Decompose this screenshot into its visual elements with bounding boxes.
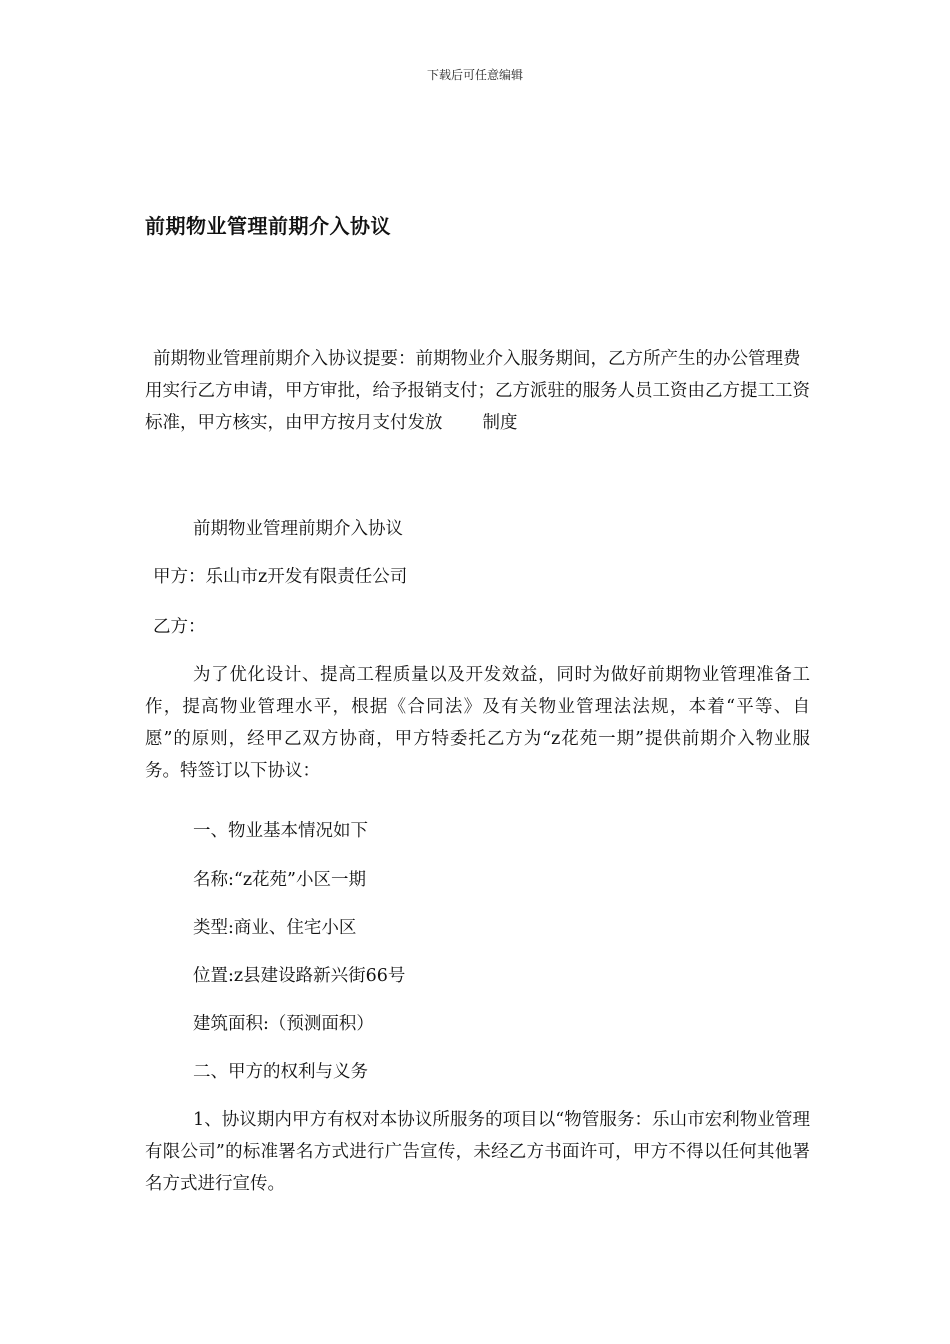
clause-1-paragraph: 1、协议期内甲方有权对本协议所服务的项目以“物管服务：乐山市宏利物业管理有限公司”的标准署名方式进行广告宣传，未经乙方书面许可，甲方不得以任何其他署名方式进行宣传。 xyxy=(145,1110,810,1194)
summary-paragraph xyxy=(145,343,810,439)
document-title: 前期物业管理前期介入协议 xyxy=(145,214,391,238)
section-1-heading: 一、物业基本情况如下 xyxy=(193,821,368,841)
property-area-line: 建筑面积:（预测面积） xyxy=(193,1014,374,1034)
summary-main-text: 前期物业管理前期介入协议提要：前期物业介入服务期间，乙方所产生的办公管理费用实行乙方申请，甲方审批，给予报销支付；乙方派驻的服务人员工资由乙方提工工资标准，甲方核实，由甲方按月支付发放 xyxy=(145,349,810,433)
party-a-line: 甲方：乐山市z开发有限责任公司 xyxy=(153,567,408,587)
party-b-line: 乙方： xyxy=(153,617,206,637)
intro-paragraph: 为了优化设计、提高工程质量以及开发效益，同时为做好前期物业管理准备工作，提高物业管理水平，根据《合同法》及有关物业管理法法规，本着“平等、自愿”的原则，经甲乙双方协商，甲方特委托乙方为“z花苑一期”提供前期介入物业服务。特签订以下协议： xyxy=(145,665,810,781)
agreement-subtitle: 前期物业管理前期介入协议 xyxy=(193,519,403,539)
summary-tail-text: 制度 xyxy=(482,413,518,433)
property-name-line: 名称:“z花苑”小区一期 xyxy=(193,870,367,890)
page-header-note: 下载后可任意编辑 xyxy=(426,68,523,82)
property-location-line: 位置:z县建设路新兴街66号 xyxy=(193,966,406,986)
property-type-line: 类型:商业、住宅小区 xyxy=(193,918,357,938)
section-2-heading: 二、甲方的权利与义务 xyxy=(193,1062,368,1082)
